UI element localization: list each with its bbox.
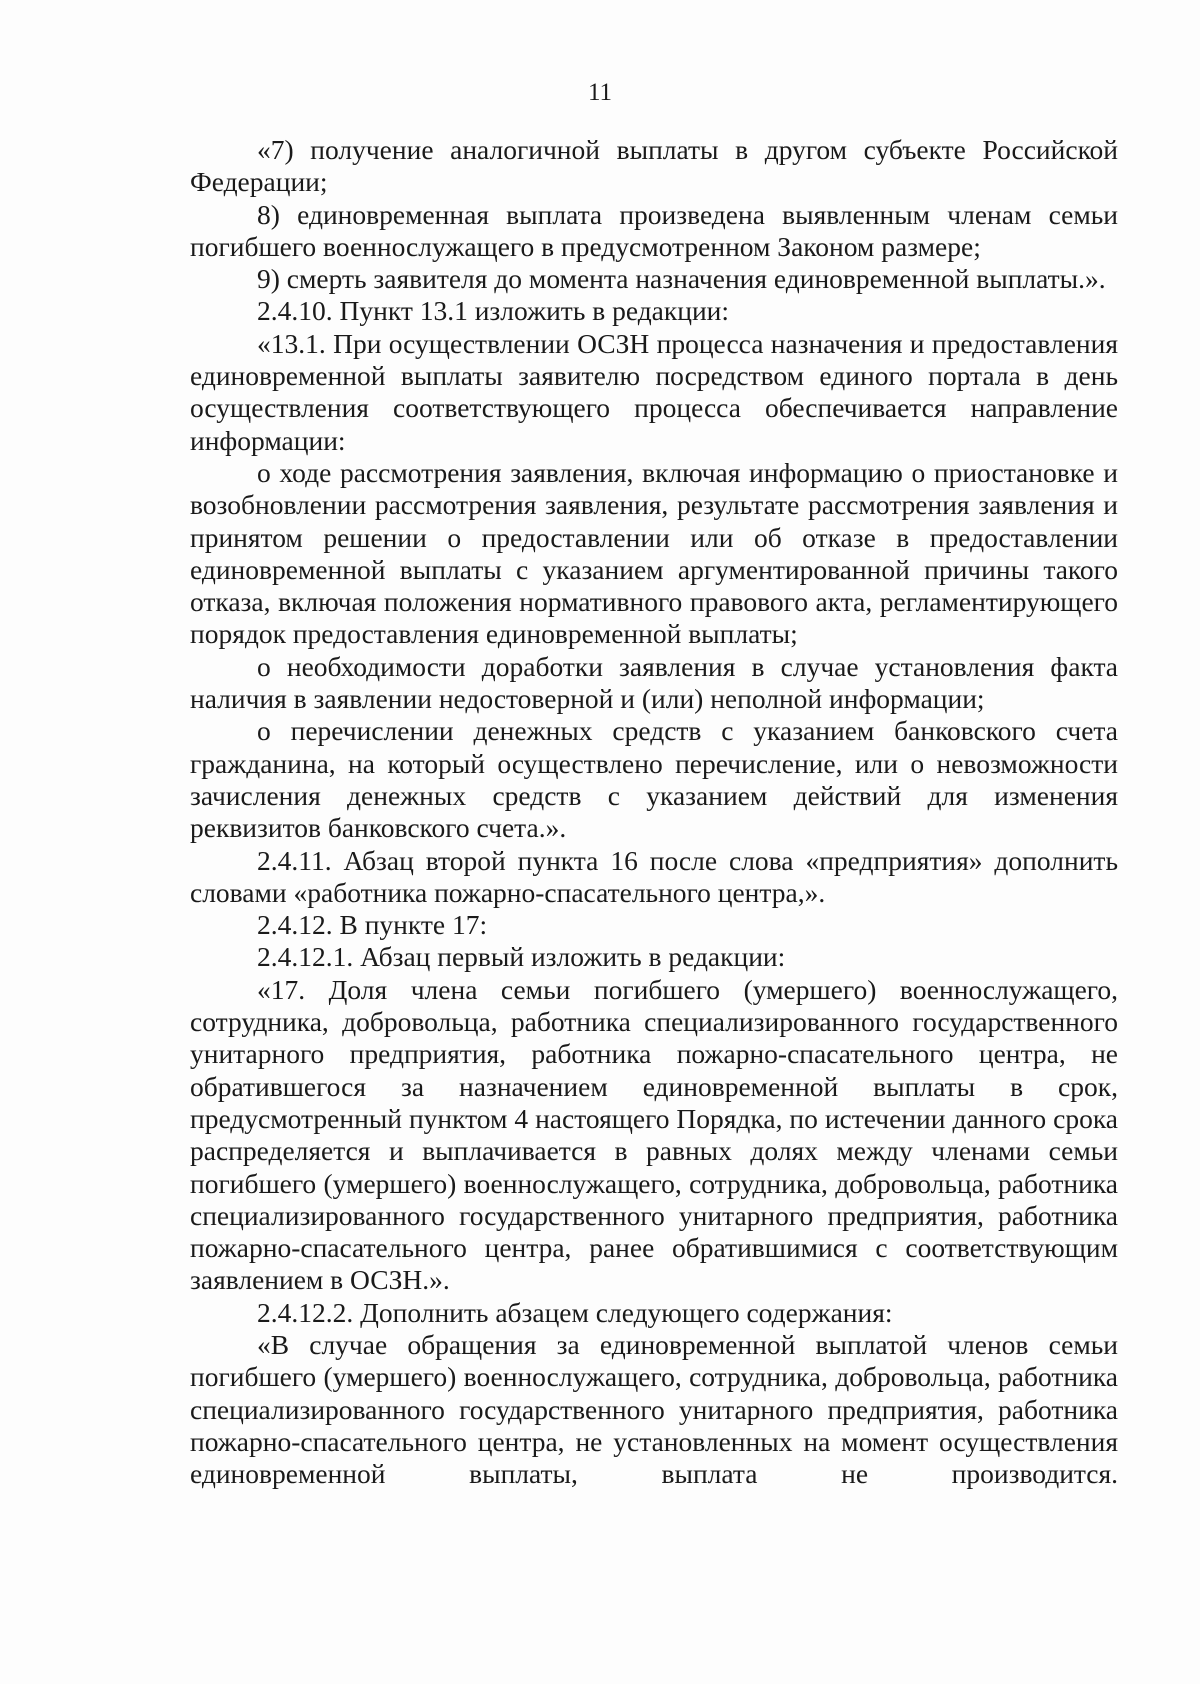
paragraph-2-4-11: 2.4.11. Абзац второй пункта 16 после слова «предприятия» дополнить словами «работника пожарно-спасательного центра,». (190, 844, 1118, 908)
document-body (190, 134, 1118, 1490)
paragraph-13-1: «13.1. При осуществлении ОСЗН процесса назначения и предоставления единовременной выплаты заявителю посредством единого портала в день осуществления соответствующего процесса обеспечивается направление информации: (190, 327, 1118, 456)
paragraph-item-8: 8) единовременная выплата произведена выявленным членам семьи погибшего военнослужащего в предусмотренном Законом размере; (190, 198, 1118, 262)
page-number: 11 (587, 79, 613, 106)
paragraph-review-progress: о ходе рассмотрения заявления, включая информацию о приостановке и возобновлении рассмотрения заявления, результате рассмотрения заявления и принятом решении о предоставлении или об отказе в предоставлении единовременной выплаты с указанием аргументированной причины такого отказа, включая положения нормативного правового акта, регламентирующего порядок предоставления единовременной выплаты; (190, 456, 1118, 650)
paragraph-revision-needed: о необходимости доработки заявления в случае установления факта наличия в заявлении недостоверной и (или) неполной информации; (190, 650, 1118, 715)
paragraph-funds-transfer: о перечислении денежных средств с указанием банковского счета гражданина, на который осуществлено перечисление, или о невозможности зачисления денежных средств с указанием действий для изменения реквизитов банковского счета.». (190, 715, 1118, 844)
paragraph-new-abzac: «В случае обращения за единовременной выплатой членов семьи погибшего (умершего) военнослужащего, сотрудника, добровольца, работника специализированного государственного унитарного предприятия, работника пожарно-спасательного центра, не установленных на момент осуществления единовременной выплаты, выплата не производится. (190, 1328, 1118, 1490)
paragraph-item-9: 9) смерть заявителя до момента назначения единовременной выплаты.». (257, 263, 1106, 295)
paragraph-item-7: «7) получение аналогичной выплаты в другом субъекте Российской Федерации; (190, 134, 1118, 198)
paragraph-2-4-12: 2.4.12. В пункте 17: (257, 909, 488, 941)
paragraph-2-4-12-1: 2.4.12.1. Абзац первый изложить в редакции: (257, 941, 786, 973)
paragraph-2-4-12-2: 2.4.12.2. Дополнить абзацем следующего содержания: (257, 1296, 893, 1328)
paragraph-2-4-10: 2.4.10. Пункт 13.1 изложить в редакции: (257, 295, 730, 327)
paragraph-17: «17. Доля члена семьи погибшего (умершего) военнослужащего, сотрудника, добровольца, работника специализированного государственного унитарного предприятия, работника пожарно-спасательного центра, не обратившегося за назначением единовременной выплаты в срок, предусмотренный пунктом 4 настоящего Порядка, по истечении данного срока распределяется и выплачивается в равных долях между членами семьи погибшего (умершего) военнослужащего, сотрудника, добровольца, работника специализированного государственного унитарного предприятия, работника пожарно-спасательного центра, ранее обратившимися с соответствующим заявлением в ОСЗН.». (190, 973, 1118, 1296)
